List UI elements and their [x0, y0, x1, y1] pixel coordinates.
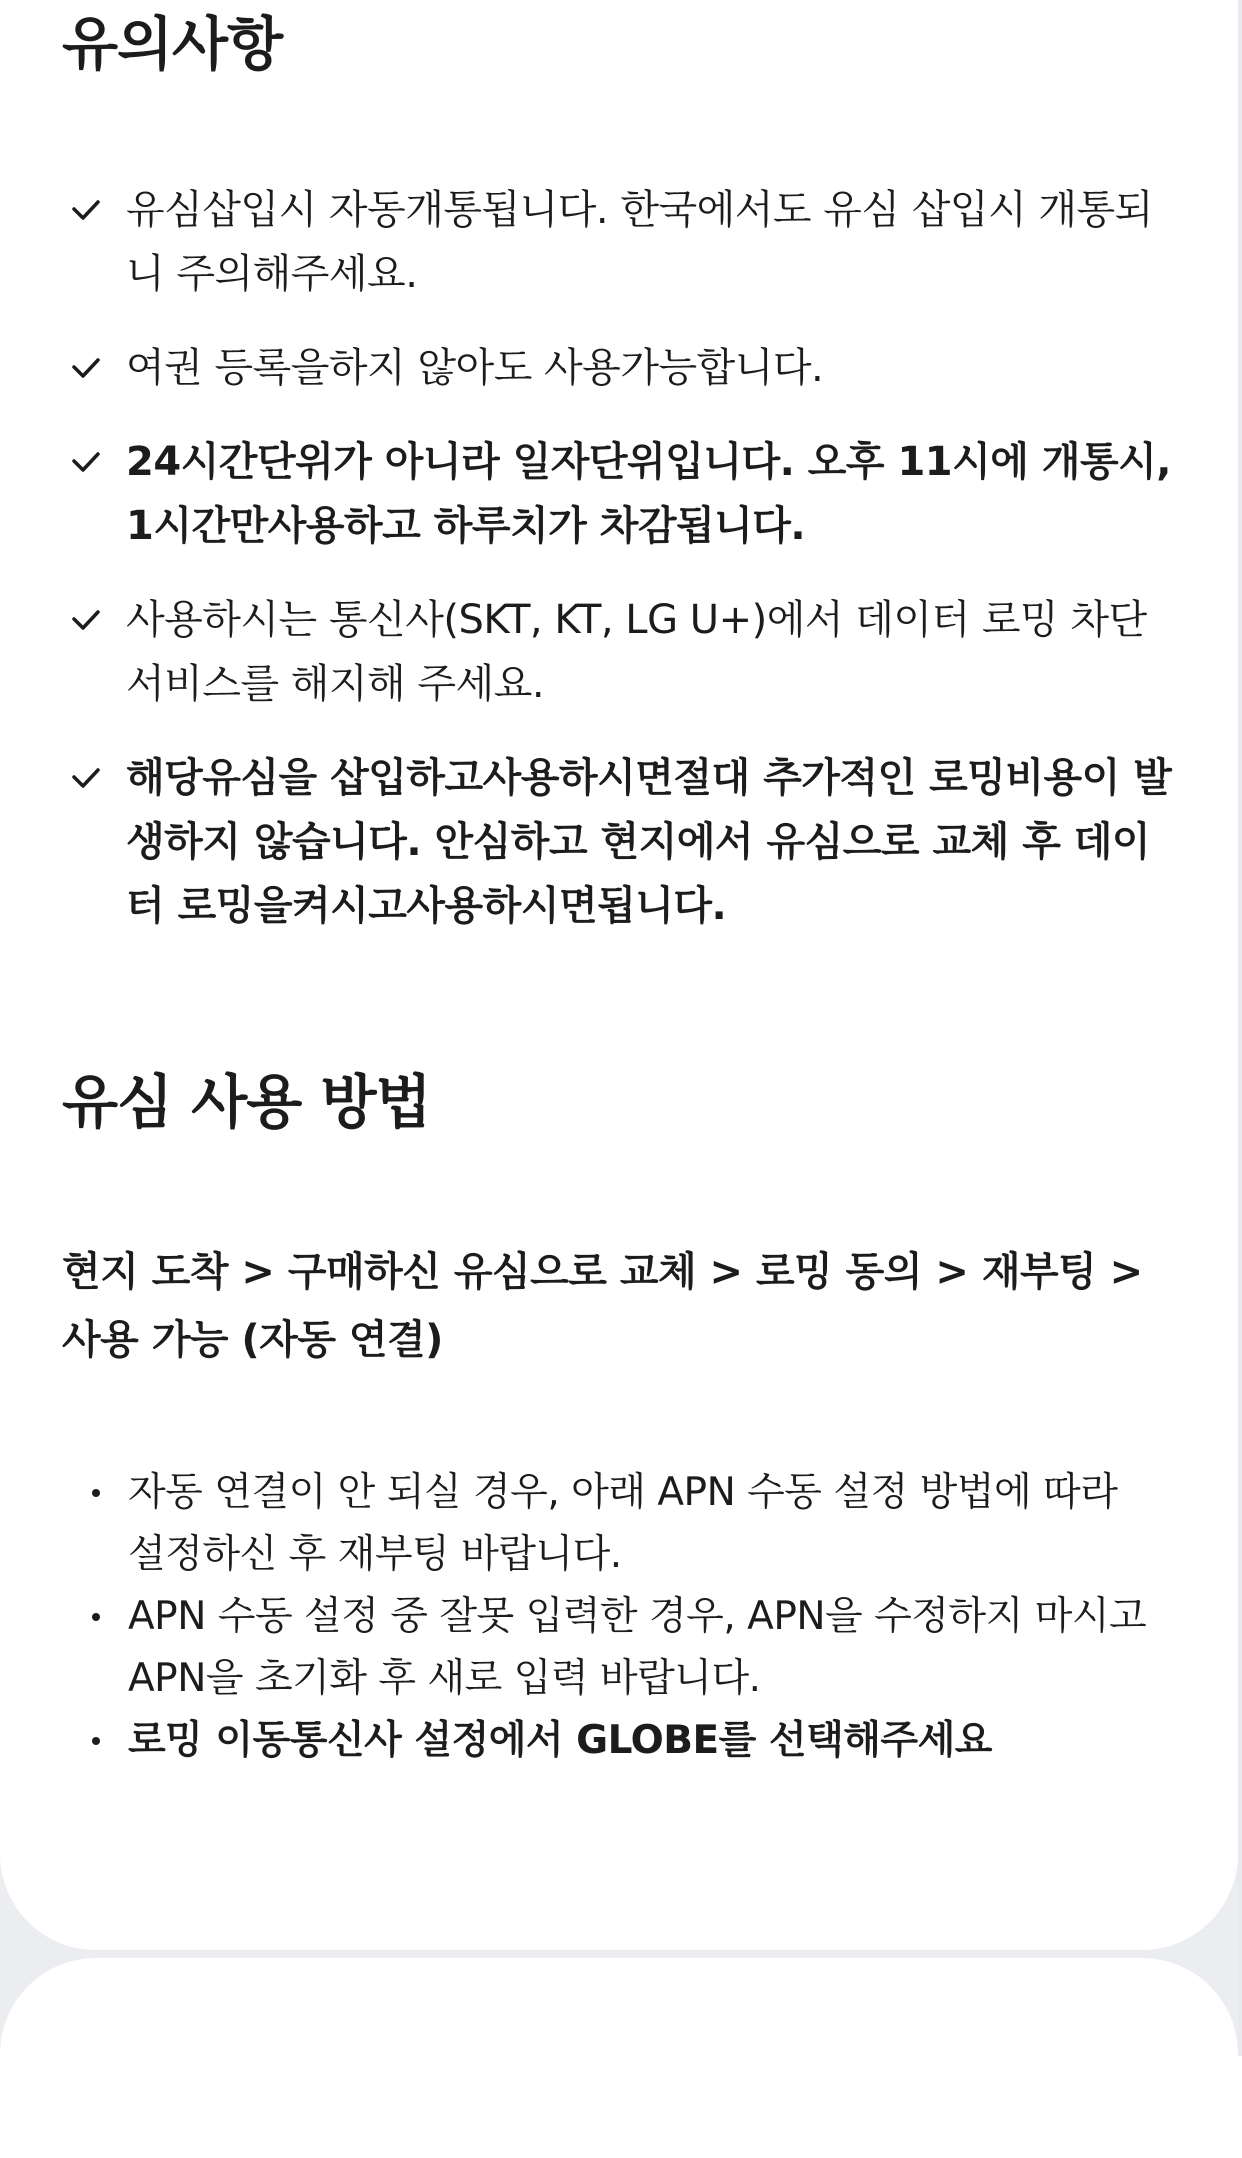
check-icon — [62, 336, 126, 400]
usage-note-text: APN 수동 설정 중 잘못 입력한 경우, APN을 수정하지 마시고 APN을 초기화 후 새로 입력 바랍니다. — [128, 1594, 1147, 1701]
scroll-edge — [1238, 0, 1242, 2056]
caution-item-text: 24시간단위가 아니라 일자단위입니다. 오후 11시에 개통시, 1시간만사용하고 하루치가 차감됩니다. — [126, 439, 1171, 549]
caution-item — [62, 588, 1182, 716]
check-icon — [62, 430, 126, 494]
check-icon — [62, 746, 126, 810]
caution-item-text: 유심삽입시 자동개통됩니다. 한국에서도 유심 삽입시 개통되니 주의해주세요. — [126, 187, 1153, 297]
check-icon — [62, 588, 126, 652]
caution-item — [62, 746, 1182, 938]
bullet-icon — [88, 1462, 128, 1524]
usage-note — [88, 1586, 1148, 1710]
caution-item-text: 사용하시는 통신사(SKT, KT, LG U+)에서 데이터 로밍 차단 서비스를 해지해 주세요. — [126, 597, 1147, 707]
caution-item-text: 여권 등록을하지 않아도 사용가능합니다. — [126, 345, 824, 391]
bullet-icon — [88, 1710, 128, 1772]
caution-title: 유의사항 — [62, 10, 283, 78]
caution-item — [62, 336, 1182, 400]
caution-list — [62, 178, 1182, 968]
usage-note — [88, 1462, 1148, 1586]
check-icon — [62, 178, 126, 242]
usage-notes-list — [88, 1462, 1148, 1772]
usage-note-text: 자동 연결이 안 되실 경우, 아래 APN 수동 설정 방법에 따라 설정하신 후 재부팅 바랍니다. — [128, 1470, 1118, 1577]
next-card — [0, 1958, 1238, 2158]
caution-item — [62, 178, 1182, 306]
caution-item — [62, 430, 1182, 558]
bullet-icon — [88, 1586, 128, 1648]
usage-steps: 현지 도착 > 구매하신 유심으로 교체 > 로밍 동의 > 재부팅 > 사용 가능 (자동 연결) — [62, 1249, 1143, 1363]
usage-note — [88, 1710, 1148, 1772]
usage-title: 유심 사용 방법 — [62, 1068, 431, 1136]
caution-item-text: 해당유심을 삽입하고사용하시면절대 추가적인 로밍비용이 발생하지 않습니다. 안심하고 현지에서 유심으로 교체 후 데이터 로밍을켜시고사용하시면됩니다. — [126, 755, 1172, 929]
usage-note-text: 로밍 이동통신사 설정에서 GLOBE를 선택해주세요 — [128, 1718, 992, 1763]
